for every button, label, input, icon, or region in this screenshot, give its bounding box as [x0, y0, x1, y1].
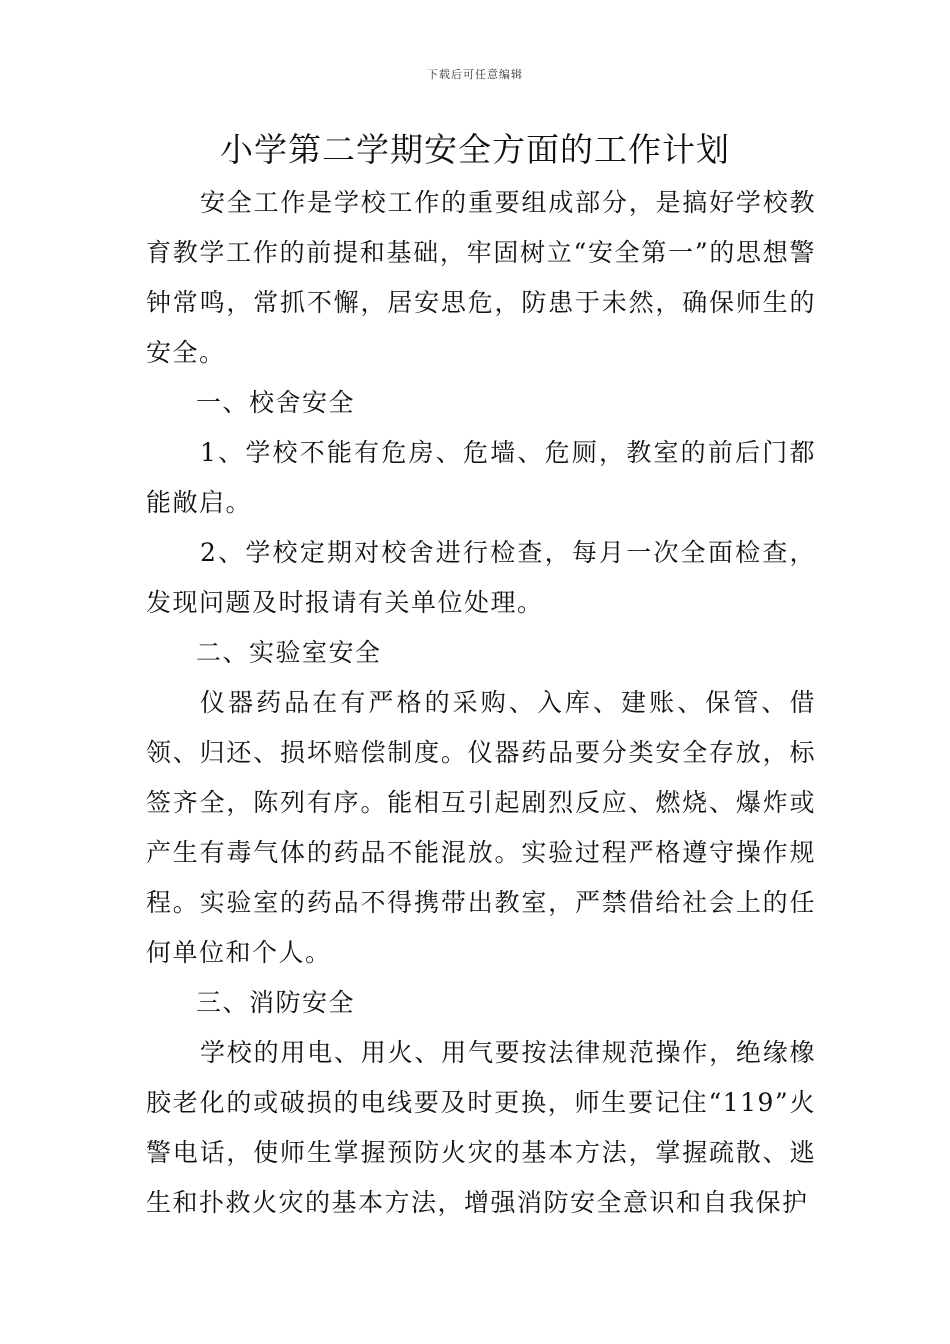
intro-paragraph: 安全工作是学校工作的重要组成部分，是搞好学校教育教学工作的前提和基础，牢固树立“安全第一”的思想警钟常鸣，常抓不懈，居安思危，防患于未然，确保师生的安全。 [146, 188, 816, 367]
section-heading-lab-safety: 二、实验室安全 [196, 638, 382, 667]
page-title: 小学第二学期安全方面的工作计划 [220, 130, 730, 169]
section-heading-building-safety: 一、校舍安全 [196, 388, 356, 417]
section-heading-fire-safety: 三、消防安全 [196, 988, 356, 1017]
building-safety-item-2: 2、学校定期对校舍进行检查，每月一次全面检查，发现问题及时报请有关单位处理。 [146, 538, 816, 617]
header-note: 下载后可任意编辑 [427, 68, 523, 81]
building-safety-item-1: 1、学校不能有危房、危墙、危厕，教室的前后门都能敞启。 [146, 438, 816, 517]
lab-safety-paragraph: 仪器药品在有严格的采购、入库、建账、保管、借领、归还、损坏赔偿制度。仪器药品要分类安全存放，标签齐全，陈列有序。能相互引起剧烈反应、燃烧、爆炸或产生有毒气体的药品不能混放。实验过程严格遵守操作规程。实验室的药品不得携带出教室，严禁借给社会上的任何单位和个人。 [146, 688, 816, 967]
fire-safety-paragraph: 学校的用电、用火、用气要按法律规范操作，绝缘橡胶老化的或破损的电线要及时更换，师生要记住“119”火警电话，使师生掌握预防火灾的基本方法，掌握疏散、逃生和扑救火灾的基本方法，增强消防安全意识和自我保护 [146, 1038, 816, 1217]
document-body [146, 178, 816, 1228]
